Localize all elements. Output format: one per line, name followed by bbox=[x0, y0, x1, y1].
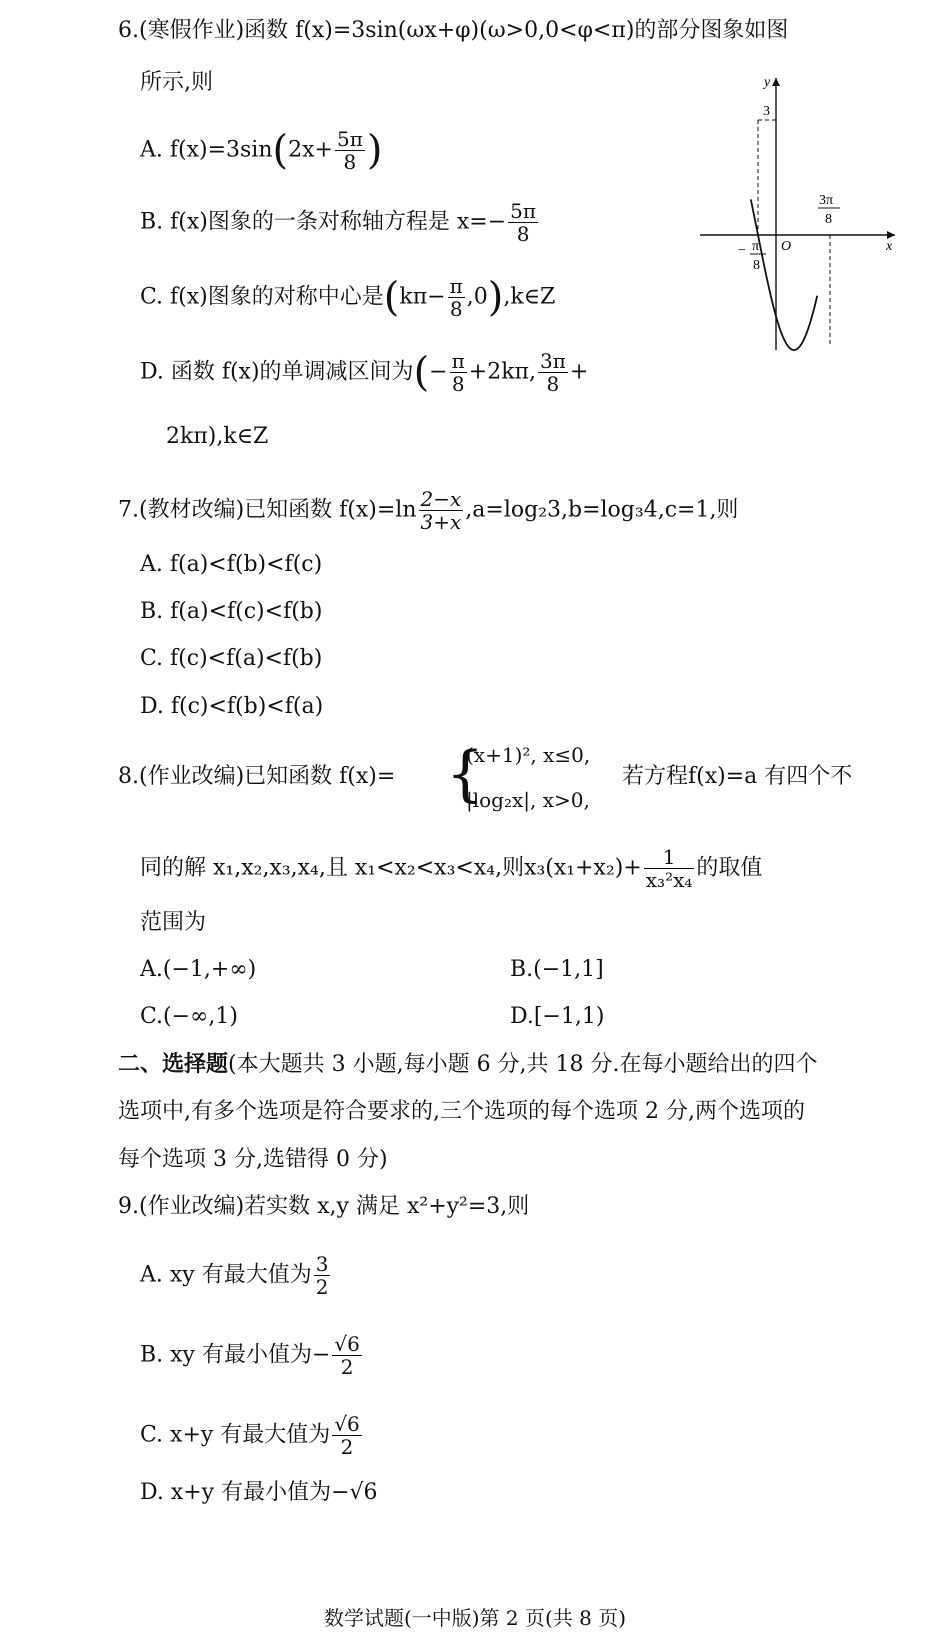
q8-line3: 范围为 bbox=[140, 910, 207, 935]
q9-stem: 9.(作业改编)若实数 x,y 满足 x²+y²=3,则 bbox=[118, 1194, 530, 1219]
neg-sign: − bbox=[738, 243, 746, 258]
sine-graph bbox=[700, 72, 900, 357]
q8-option-d: D.[−1,1) bbox=[510, 1004, 605, 1029]
q9-option-a: A. xy 有最大值为 $\frac{3}{2}$ bbox=[140, 1252, 329, 1299]
q8-option-c: C.(−∞,1) bbox=[140, 1004, 238, 1029]
q9-option-d: D. x+y 有最小值为−√6 bbox=[140, 1480, 378, 1505]
q8-case-2: |log₂x|, x>0, bbox=[466, 788, 590, 812]
neg-tick-num: π bbox=[752, 239, 760, 254]
section-2-line2: 选项中,有多个选项是符合要求的,三个选项的每个选项 2 分,两个选项的 bbox=[118, 1099, 805, 1124]
piecewise-brace-icon: { bbox=[446, 739, 485, 809]
pos-tick-num: 3π bbox=[819, 193, 834, 208]
q8-case-1: (x+1)², x≤0, bbox=[466, 743, 591, 767]
sine-curve bbox=[751, 199, 817, 350]
neg-tick-den: 8 bbox=[753, 258, 760, 273]
q8-option-a: A.(−1,+∞) bbox=[140, 957, 257, 982]
pos-tick-den: 8 bbox=[825, 212, 832, 227]
q9-option-c: C. x+y 有最大值为 $\frac{√6}{2}$ bbox=[140, 1412, 360, 1459]
q6-option-a: A. f(x)=3sin(2x+ $\frac{5\pi}{8}$ ) bbox=[140, 127, 383, 174]
q7-option-b: B. f(a)<f(c)<f(b) bbox=[140, 599, 323, 624]
q7-option-a: A. f(a)<f(b)<f(c) bbox=[140, 552, 323, 577]
origin-label: O bbox=[781, 239, 792, 254]
x-axis-label: x bbox=[886, 239, 893, 254]
q8-stem-post: 若方程f(x)=a 有四个不 bbox=[622, 764, 853, 789]
q8-stem-pre: 8.(作业改编)已知函数 f(x)= bbox=[118, 764, 396, 789]
q6-option-d: D. 函数 f(x)的单调减区间为(− $\frac{\pi}{8}$ +2kπ, $\frac{3\pi}{8}$ + bbox=[140, 349, 589, 396]
section-2-line3: 每个选项 3 分,选错得 0 分) bbox=[118, 1147, 388, 1172]
q6-option-d-cont: 2kπ),k∈Z bbox=[166, 424, 269, 449]
q9-option-b: B. xy 有最小值为− $\frac{√6}{2}$ bbox=[140, 1332, 360, 1379]
page-footer: 数学试题(一中版)第 2 页(共 8 页) bbox=[323, 1606, 627, 1630]
q6-stem: 6.(寒假作业)函数 f(x)=3sin(ωx+φ)(ω>0,0<φ<π)的部分图象如图 bbox=[118, 18, 789, 43]
y-axis-label: y bbox=[764, 75, 771, 90]
q7-option-c: C. f(c)<f(a)<f(b) bbox=[140, 646, 323, 671]
q8-option-b: B.(−1,1] bbox=[510, 957, 604, 982]
y-axis-arrow-icon bbox=[772, 78, 780, 86]
q7-stem: 7.(教材改编)已知函数 f(x)=ln $\frac{2-x}{3+x}$ ,a=log₂3,b=log₃4,c=1,则 bbox=[118, 487, 739, 534]
x-axis-arrow-icon bbox=[887, 231, 895, 239]
q6-option-c: C. f(x)图象的对称中心是(kπ− $\frac{\pi}{8}$ ,0),k∈Z bbox=[140, 274, 556, 321]
max-value-label: 3 bbox=[763, 104, 770, 119]
section-2-title: 二、选择题 bbox=[118, 1051, 229, 1077]
q8-line2: 同的解 x₁,x₂,x₃,x₄,且 x₁<x₂<x₃<x₄,则x₃(x₁+x₂)+ $\frac{1}{\text{x₃²x₄}}$ 的取值 bbox=[140, 845, 763, 892]
section-2-header: 二、选择题(本大题共 3 小题,每小题 6 分,共 18 分.在每小题给出的四个 bbox=[118, 1051, 818, 1077]
q6-option-b: B. f(x)图象的一条对称轴方程是 x=− $\frac{5\pi}{8}$ bbox=[140, 199, 537, 246]
q7-option-d: D. f(c)<f(b)<f(a) bbox=[140, 694, 324, 719]
q6-stem-cont: 所示,则 bbox=[140, 70, 213, 95]
